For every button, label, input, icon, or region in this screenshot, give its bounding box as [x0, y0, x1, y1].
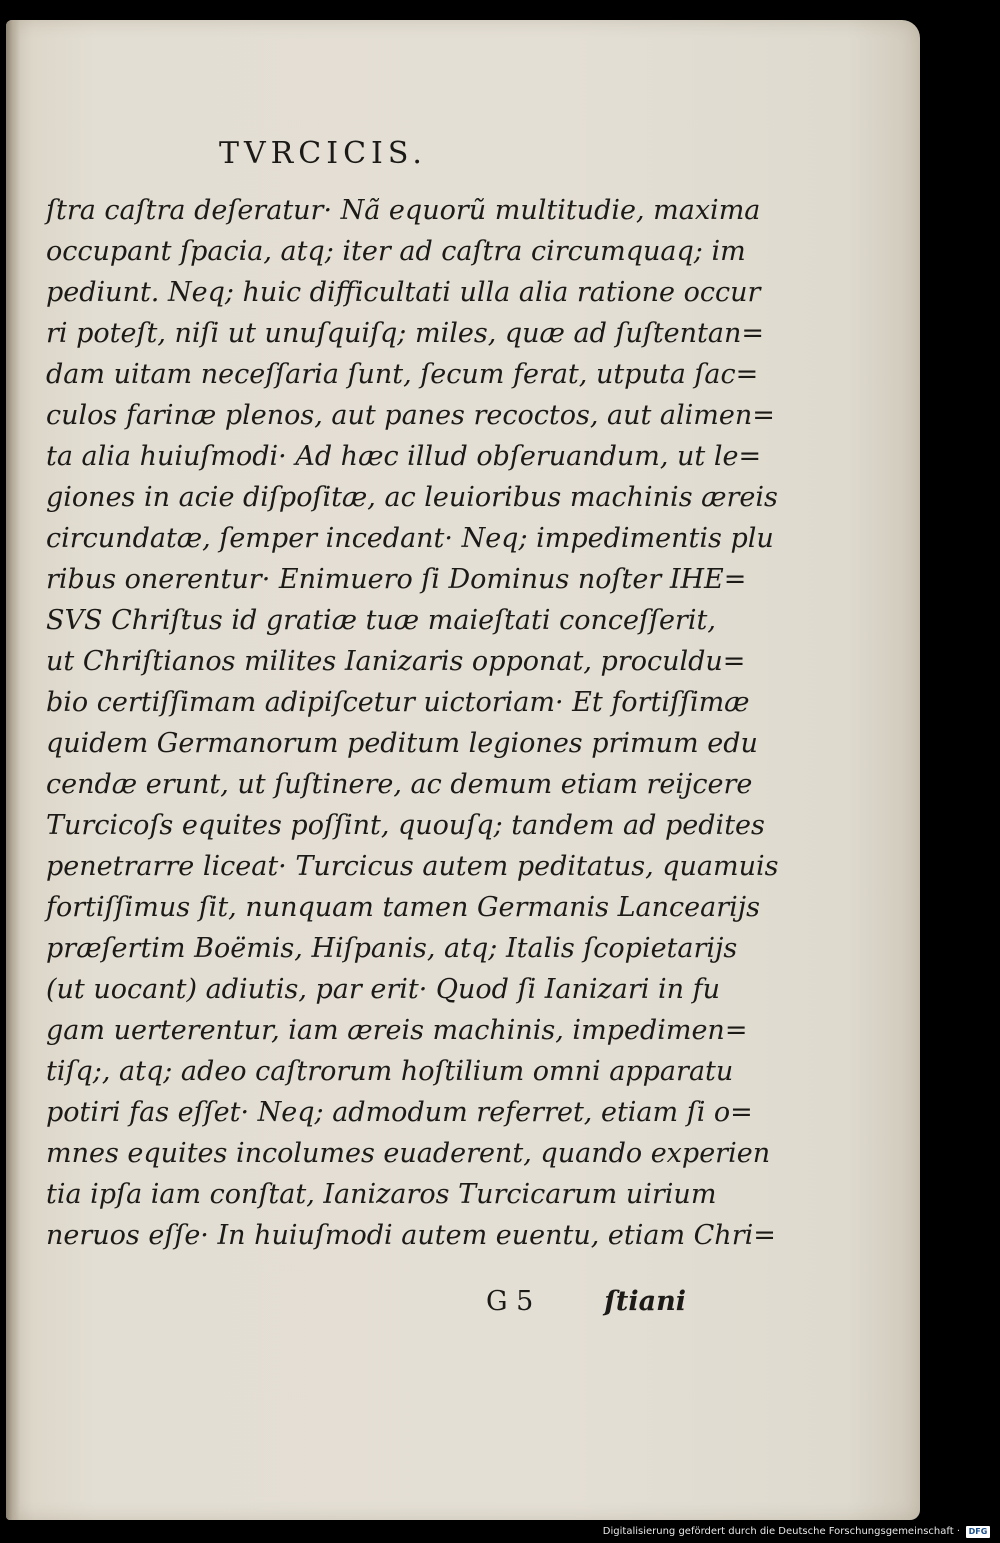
text-line: ſtra caſtra deſeratur· Nã equorũ multitudie, maxima [46, 195, 761, 226]
text-line: ta alia huiuſmodi· Ad hæc illud obſeruandum, ut le= [46, 441, 762, 472]
text-line: neruos eſſe· In huiuſmodi autem euentu, etiam Chri= [46, 1220, 776, 1251]
text-line: ri poteſt, niſi ut unuſquiſq; miles, quæ ad ſuſtentan= [46, 318, 765, 349]
book-page [6, 20, 920, 1520]
text-line: tiſq;, atq; adeo caſtrorum hoſtilium omni apparatu [46, 1056, 734, 1087]
dfg-logo: DFG [966, 1526, 990, 1538]
text-line: quidem Germanorum peditum legiones primum edu [46, 728, 758, 759]
catchword: ſtiani [604, 1286, 686, 1317]
text-line: SVS Chriſtus id gratiæ tuæ maieſtati conceſſerit, [46, 605, 716, 636]
text-line: ribus onerentur· Enimuero ſi Dominus noſter IHE= [46, 564, 747, 595]
text-line: tia ipſa iam conſtat, Ianizaros Turcicarum uirium [46, 1179, 717, 1210]
text-line: giones in acie diſpoſitæ, ac leuioribus machinis æreis [46, 482, 778, 513]
text-line: pediunt. Neq; huic difficultati ulla alia ratione occur [46, 277, 761, 308]
text-line: gam uerterentur, iam æreis machinis, impedimen= [46, 1015, 748, 1046]
text-line: potiri fas eſſet· Neq; admodum referret, etiam ſi o= [46, 1097, 753, 1128]
page-footer [46, 1286, 686, 1330]
text-line: penetrarre liceat· Turcicus autem peditatus, quamuis [46, 851, 779, 882]
text-line: ut Chriſtianos milites Ianizaris opponat, proculdu= [46, 646, 746, 677]
text-line: occupant ſpacia, atq; iter ad caſtra circumquaq; im [46, 236, 746, 267]
text-line: culos farinæ plenos, aut panes recoctos, aut alimen= [46, 400, 775, 431]
text-line: bio certiſſimam adipiſcetur uictoriam· Et fortiſſimæ [46, 687, 750, 718]
running-head: TVRCICIS. [219, 136, 427, 171]
text-line: præſertim Boëmis, Hiſpanis, atq; Italis ſcopietarijs [46, 933, 738, 964]
body-text [46, 190, 779, 1256]
text-line: circundatæ, ſemper incedant· Neq; impedimentis plu [46, 523, 774, 554]
text-line: dam uitam neceſſaria ſunt, ſecum ferat, utputa ſac= [46, 359, 759, 390]
text-line: cendæ erunt, ut ſuſtinere, ac demum etiam reijcere [46, 769, 753, 800]
signature-mark: G 5 [486, 1286, 534, 1317]
text-line: Turcicoſs equites poſſint, quouſq; tandem ad pedites [46, 810, 765, 841]
text-line: fortiſſimus ſit, nunquam tamen Germanis Lancearijs [46, 892, 760, 923]
text-line: (ut uocant) adiutis, par erit· Quod ſi Ianizari in fu [46, 974, 720, 1005]
text-line: mnes equites incolumes euaderent, quando experien [46, 1138, 771, 1169]
funding-note: Digitalisierung gefördert durch die Deutsche Forschungsgemeinschaft · [602, 1526, 960, 1537]
page-edge [6, 20, 20, 1520]
